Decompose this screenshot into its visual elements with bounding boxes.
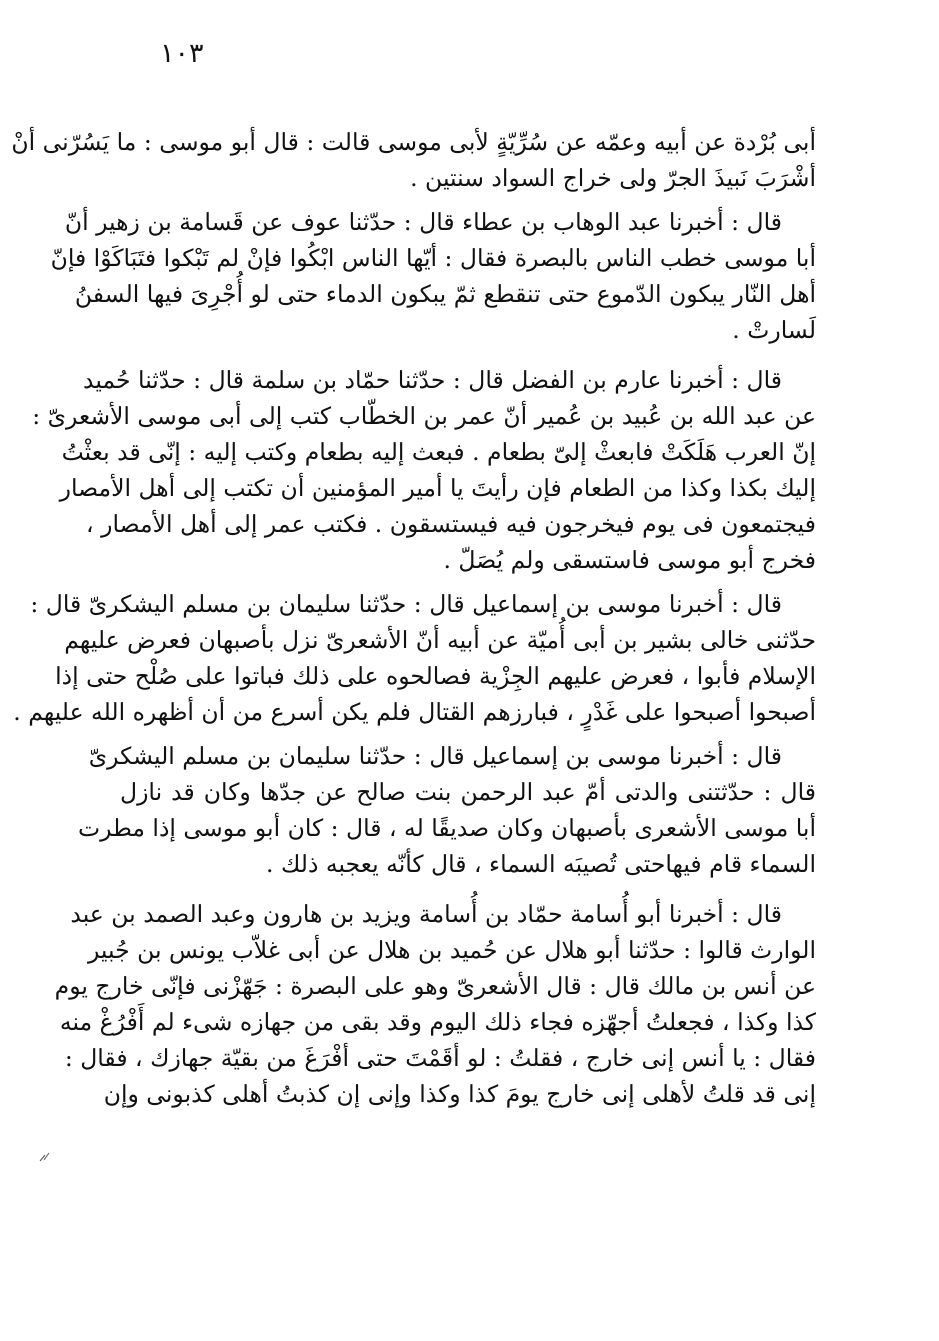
text-line: الإسلام فأبوا ، فعرض عليهم الجِزْية فصالحوه على ذلك فباتوا على صُلْح حتى إذا — [55, 662, 816, 690]
text-line: فقال : يا أنس إنى خارج ، فقلتُ : لو أقَمْتَ حتى أفْرَغَ من بقيّة جهازك ، فقال : — [64, 1044, 816, 1072]
text-line: حدّثنى خالى بشير بن أبى أُميّة عن أبيه أنّ الأشعرىّ نزل بأصبهان فعرض عليهم — [64, 626, 816, 654]
text-line: عن عبد الله بن عُبيد بن عُمير أنّ عمر بن الخطّاب كتب إلى أبى موسى الأشعرىّ : — [32, 402, 816, 430]
text-line: قال : أخبرنا أبو أُسامة حمّاد بن أُسامة ويزيد بن هارون وعبد الصمد بن عبد — [70, 900, 782, 928]
text-line: لَسارتْ . — [732, 316, 816, 344]
text-line: أبا موسى خطب الناس بالبصرة فقال : أيّها الناس ابْكُوا فإنْ لم تَبْكوا فتَبَاكَوْا فإنّ — [50, 244, 816, 272]
text-line: قال : أخبرنا عارم بن الفضل قال : حدّثنا حمّاد بن سلمة قال : حدّثنا حُميد — [83, 366, 782, 394]
page-number: ١٠٣ — [160, 38, 204, 69]
text-line: إنى قد قلتُ لأهلى إنى خارج يومَ كذا وكذا وإنى إن كذبتُ أهلى كذبونى وإن — [103, 1080, 816, 1108]
text-line: السماء قام فيهاحتى تُصيبَه السماء ، قال كأنّه يعجبه ذلك . — [266, 850, 816, 878]
text-line: إليك بكذا وكذا من الطعام فإن رأيتَ يا أمير المؤمنين أن تكتب إلى أهل الأمصار — [59, 474, 816, 502]
text-line: أبا موسى الأشعرى بأصبهان وكان صديقًا له ، قال : كان أبو موسى إذا مطرت — [78, 814, 816, 842]
text-line: أبى بُرْدة عن أبيه وعمّه عن سُرِّيّةٍ لأبى موسى قالت : قال أبو موسى : ما يَسُرّنى أنْ — [11, 128, 816, 156]
paragraph-4 — [13, 586, 816, 730]
text-line: قال : حدّثتنى والدتى أمّ عبد الرحمن بنت صالح عن جدّها وكان قد نازل — [120, 778, 816, 806]
text-line: أشْرَبَ نَبيذَ الجرّ ولى خراج السواد سنتين . — [410, 164, 816, 192]
text-line: قال : أخبرنا موسى بن إسماعيل قال : حدّثنا سليمان بن مسلم اليشكرىّ — [88, 742, 782, 770]
body-text — [11, 124, 816, 1115]
paragraph-2 — [50, 204, 816, 348]
text-line: قال : أخبرنا موسى بن إسماعيل قال : حدّثنا سليمان بن مسلم اليشكرىّ قال : — [30, 590, 782, 618]
text-line: إنّ العرب هَلَكَتْ فابعثْ إلىّ بطعام . فبعث إليه بطعام وكتب إليه : إنّى قد بعثْتُ — [61, 438, 816, 466]
text-line: عن أنس بن مالك قال : قال الأشعرىّ وهو على البصرة : جَهّزْنى فإنّى خارج يوم — [54, 972, 816, 1000]
scan-speck — [38, 1150, 52, 1164]
text-line: قال : أخبرنا عبد الوهاب بن عطاء قال : حدّثنا عوف عن قَسامة بن زهير أنّ — [64, 208, 782, 236]
paragraph-3 — [32, 362, 816, 578]
text-line: أهل النّار يبكون الدّموع حتى تنقطع ثمّ يبكون الدماء حتى لو أُجْرِىَ فيها السفنُ — [74, 280, 816, 308]
paragraph-6 — [54, 896, 816, 1112]
paragraph-1 — [11, 124, 816, 196]
text-line: فيجتمعون فى يوم فيخرجون فيه فيستسقون . فكتب عمر إلى أهل الأمصار ، — [86, 510, 816, 538]
text-line: كذا وكذا ، فجعلتُ أجهّزه فجاء ذلك اليوم وقد بقى من جهازه شىء لم أَفْرُغْ منه — [59, 1008, 816, 1036]
text-line: فخرج أبو موسى فاستسقى ولم يُصَلّ . — [443, 546, 816, 574]
paragraph-5 — [78, 738, 816, 882]
text-line: أصبحوا أصبحوا على غَدْرٍ ، فبارزهم القتال فلم يكن أسرع من أن أظهره الله عليهم . — [13, 698, 816, 726]
text-line: الوارث قالوا : حدّثنا أبو هلال عن حُميد بن هلال عن أبى غلاّب يونس بن جُبير — [87, 936, 816, 964]
